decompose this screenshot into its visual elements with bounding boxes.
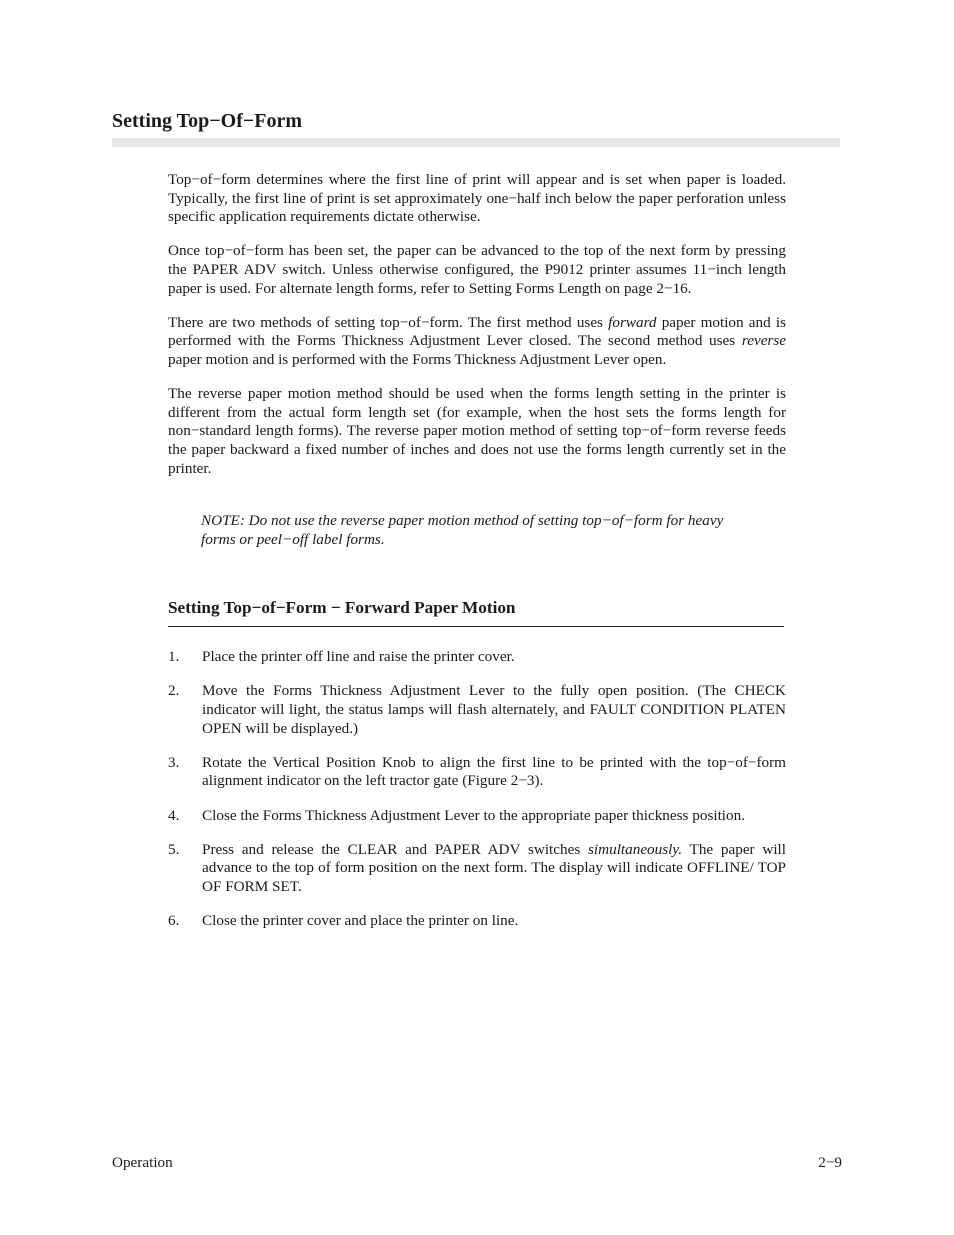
steps-list: [168, 648, 786, 931]
paragraph-4: The reverse paper motion method should be used when the forms length setting in the printer is different from the actual form length set (for example, when the host sets the forms length for non−standard length forms). The reverse paper motion method of setting top−of−form reverse feeds the paper backward a fixed number of inches and does not use the forms length currently set in the printer.: [168, 385, 786, 477]
step-item: [168, 682, 786, 738]
paragraph-2: Once top−of−form has been set, the paper can be advanced to the top of the next form by pressing the PAPER ADV switch. Unless otherwise configured, the P9012 printer assumes 11−inch length paper is used. For alternate length forms, refer to Setting Forms Length on page 2−16.: [168, 242, 786, 297]
step-number: 3.: [168, 753, 180, 771]
footer-page-number: 2−9: [818, 1154, 842, 1171]
emphasis-reverse: reverse: [741, 332, 786, 350]
step-item: [168, 754, 786, 791]
step-text: Move the Forms Thickness Adjustment Lever to the fully open position. (The CHECK indicator will light, the status lamps will flash alternately, and FAULT CONDITION PLATEN OPEN will be displayed.): [202, 682, 786, 737]
section-title: Setting Top−Of−Form: [112, 110, 303, 132]
step-number: 2.: [168, 682, 180, 700]
step-number: 1.: [168, 648, 180, 666]
step-item: [168, 648, 786, 667]
step-text: Close the Forms Thickness Adjustment Lever to the appropriate paper thickness position.: [202, 806, 745, 824]
body-text: [168, 171, 786, 946]
paragraph-1: Top−of−form determines where the first line of print will appear and is set when paper is loaded. Typically, the first line of print is set approximately one−half inch below the paper perforation unless specific application requirements dictate otherwise.: [168, 171, 786, 226]
step-text: [202, 841, 786, 897]
emphasis-simultaneously: simultaneously.: [588, 840, 683, 858]
step-item: [168, 807, 786, 826]
step-5-part-a: Press and release the CLEAR and PAPER ADV switches: [202, 840, 588, 858]
step-number: 5.: [168, 840, 180, 858]
step-text: Close the printer cover and place the printer on line.: [202, 912, 519, 930]
paragraph-3-part-a: There are two methods of setting top−of−form. The first method uses: [168, 313, 609, 331]
title-band: [112, 138, 840, 147]
note: NOTE: Do not use the reverse paper motion method of setting top−of−form for heavy forms or peel−off label forms.: [201, 512, 724, 548]
step-5-part-c: The paper will advance to the top of form position on the next form. The display will indicate OFFLINE/ TOP OF FORM SET.: [202, 840, 786, 895]
step-item: [168, 912, 786, 931]
emphasis-forward: forward: [608, 313, 657, 331]
paragraph-3-part-e: paper motion and is performed with the Forms Thickness Adjustment Lever open.: [168, 350, 667, 368]
footer-section-name: Operation: [112, 1154, 173, 1171]
step-text: Rotate the Vertical Position Knob to align the first line to be printed with the top−of−form alignment indicator on the left tractor gate (Figure 2−3).: [202, 753, 786, 790]
paragraph-3: [168, 314, 786, 370]
step-item: [168, 841, 786, 897]
step-number: 4.: [168, 806, 180, 824]
step-text: Place the printer off line and raise the printer cover.: [202, 648, 515, 666]
subheading: Setting Top−of−Form − Forward Paper Motion: [168, 597, 784, 627]
paragraph-3-part-c: paper motion and is performed with the Forms Thickness Adjustment Lever closed. The second method uses: [168, 313, 786, 350]
step-number: 6.: [168, 912, 180, 930]
